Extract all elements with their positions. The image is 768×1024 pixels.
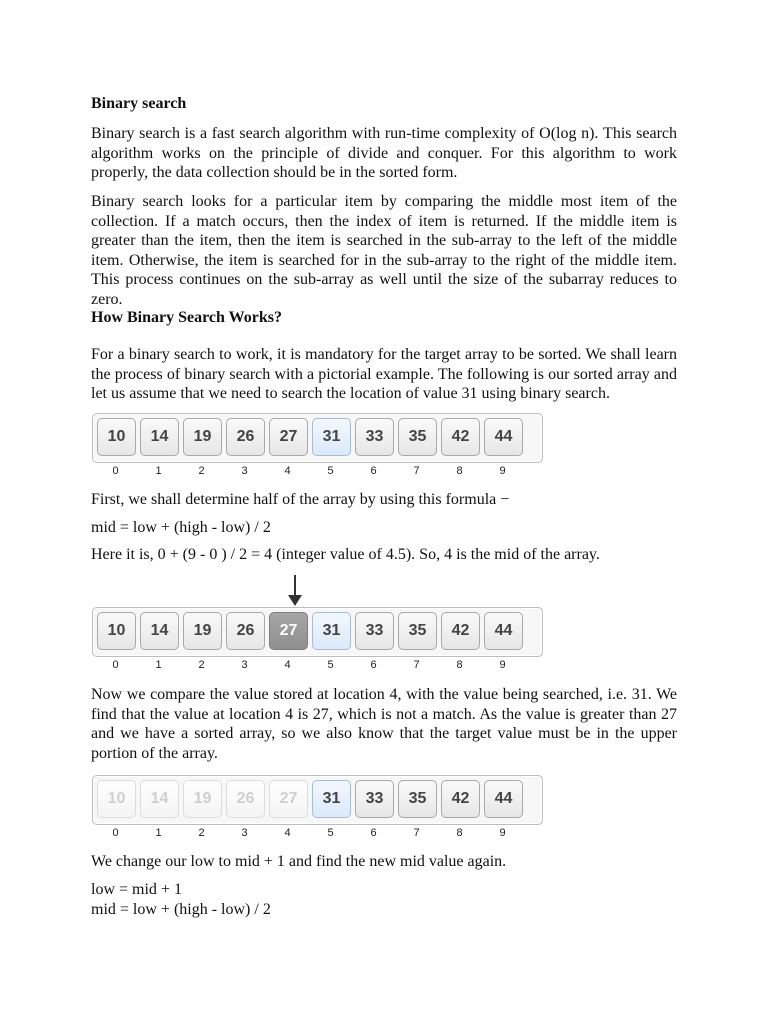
array-indices — [96, 658, 522, 672]
array-cell: 19 — [183, 612, 222, 650]
formula-mid-again: mid = low + (high - low) / 2 — [91, 901, 271, 918]
array-cell: 19 — [183, 780, 222, 818]
formula-low: low = mid + 1 — [91, 881, 182, 898]
array-figure-2 — [92, 607, 543, 671]
array-cell: 27 — [269, 612, 308, 650]
array-figure-1 — [92, 413, 543, 477]
array-index-label: 5 — [327, 827, 334, 839]
paragraph-change-low: We change our low to mid + 1 and find the new mid value again. — [91, 853, 507, 870]
array-cell: 35 — [398, 418, 437, 456]
array-index-label: 1 — [155, 465, 162, 477]
array-index-label: 9 — [499, 827, 506, 839]
array-index-label: 5 — [327, 659, 334, 671]
array-cell: 44 — [484, 780, 523, 818]
paragraph-mid-calculation: Here it is, 0 + (9 - 0 ) / 2 = 4 (integer value of 4.5). So, 4 is the mid of the array. — [91, 546, 600, 563]
array-cell: 33 — [355, 418, 394, 456]
array-cell: 44 — [484, 612, 523, 650]
array-index-label: 4 — [284, 659, 291, 671]
array-cells — [97, 612, 523, 650]
array-cell: 42 — [441, 418, 480, 456]
array-index-label: 7 — [413, 659, 420, 671]
array-index-label: 5 — [327, 465, 334, 477]
array-cell: 10 — [97, 780, 136, 818]
array-cell: 10 — [97, 612, 136, 650]
paragraph-intro: Binary search is a fast search algorithm with run-time complexity of Ο(log n). This search algorithm works on the principle of divide and conquer. For this algorithm to work properly, the data collection should be in the sorted form. — [91, 125, 677, 181]
array-index-label: 6 — [370, 659, 377, 671]
array-index-label: 1 — [155, 827, 162, 839]
array-cell: 33 — [355, 780, 394, 818]
array-index-label: 9 — [499, 465, 506, 477]
array-index-label: 8 — [456, 659, 463, 671]
array-cell: 19 — [183, 418, 222, 456]
paragraph-example: For a binary search to work, it is mandatory for the target array to be sorted. We shall learn the process of binary search with a pictorial example. The following is our sorted array and let us assume that we need to search the location of value 31 using binary search. — [91, 346, 677, 402]
array-cell: 14 — [140, 418, 179, 456]
array-cell: 44 — [484, 418, 523, 456]
paragraph-determine-half: First, we shall determine half of the array by using this formula − — [91, 491, 510, 508]
array-index-label: 8 — [456, 827, 463, 839]
array-figure-3 — [92, 775, 543, 839]
array-index-label: 0 — [112, 827, 119, 839]
array-frame — [92, 775, 543, 825]
array-index-label: 2 — [198, 827, 205, 839]
array-cell: 31 — [312, 780, 351, 818]
array-index-label: 2 — [198, 465, 205, 477]
array-cell: 27 — [269, 418, 308, 456]
array-index-label: 9 — [499, 659, 506, 671]
array-frame — [92, 607, 543, 657]
array-cell: 31 — [312, 418, 351, 456]
array-cell: 27 — [269, 780, 308, 818]
array-cell: 14 — [140, 780, 179, 818]
array-frame — [92, 413, 543, 463]
array-cell: 26 — [226, 612, 265, 650]
array-cells — [97, 418, 523, 456]
array-index-label: 0 — [112, 465, 119, 477]
paragraph-compare: Now we compare the value stored at location 4, with the value being searched, i.e. 31. We find that the value at location 4 is 27, which is not a match. As the value is greater than 27 and we have a sorted array, so we also know that the target value must be in the upper portion of the array. — [91, 686, 677, 762]
array-cells — [97, 780, 523, 818]
array-index-label: 1 — [155, 659, 162, 671]
array-cell: 14 — [140, 612, 179, 650]
array-indices — [96, 826, 522, 840]
array-index-label: 3 — [241, 827, 248, 839]
array-cell: 26 — [226, 780, 265, 818]
array-index-label: 4 — [284, 827, 291, 839]
array-index-label: 0 — [112, 659, 119, 671]
array-index-label: 4 — [284, 465, 291, 477]
paragraph-description: Binary search looks for a particular item by comparing the middle most item of the collection. If a match occurs, then the index of item is returned. If the middle item is greater than the item, then the item is searched in the sub-array to the left of the middle item. Otherwise, the item is searched for in the sub-array to the right of the middle item. This process continues on the sub-array as well until the size of the subarray reduces to zero. — [91, 193, 677, 308]
array-index-label: 3 — [241, 659, 248, 671]
array-index-label: 3 — [241, 465, 248, 477]
down-arrow-icon — [285, 575, 305, 607]
array-cell: 42 — [441, 612, 480, 650]
formula-mid: mid = low + (high - low) / 2 — [91, 519, 271, 536]
array-indices — [96, 464, 522, 478]
array-cell: 31 — [312, 612, 351, 650]
array-cell: 26 — [226, 418, 265, 456]
array-index-label: 6 — [370, 827, 377, 839]
array-index-label: 7 — [413, 465, 420, 477]
heading-how-it-works: How Binary Search Works? — [91, 309, 282, 326]
array-index-label: 2 — [198, 659, 205, 671]
array-cell: 10 — [97, 418, 136, 456]
array-cell: 42 — [441, 780, 480, 818]
array-index-label: 8 — [456, 465, 463, 477]
array-index-label: 6 — [370, 465, 377, 477]
array-cell: 33 — [355, 612, 394, 650]
array-cell: 35 — [398, 612, 437, 650]
array-cell: 35 — [398, 780, 437, 818]
array-index-label: 7 — [413, 827, 420, 839]
heading-binary-search: Binary search — [91, 95, 187, 112]
